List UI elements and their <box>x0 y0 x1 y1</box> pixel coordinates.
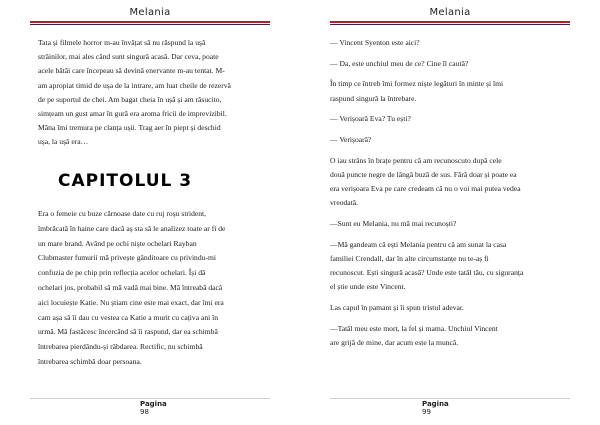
left-page-number: 98 <box>140 408 149 416</box>
left-footer-rule <box>30 398 270 399</box>
paragraph: — Verișoară? <box>330 135 372 145</box>
right-page <box>300 0 600 425</box>
paragraph: Las capul în pamant și îi spun tristul adevar. <box>330 303 464 313</box>
left-body-top: Tata și filmele horror m-au învățat să nu răspund la ușă străinilor, mai ales când sunt singură acasă. Dar ceva, poate acele bătăi care începeau să devină enervante m-au tentat. M- am apropiat timid de ușa de la intrare, am luat cheile de rezervă de pe suportul de chei. Am bagat cheia în ușă și am răsucito, simțeam un gust amar în gură era aroma fricii de imprevizibil. Mâna îmi tremura pe clanța ușii. Trag aer în piept și deschid ușa, la ușă era… <box>38 38 231 147</box>
paragraph: — Verișoară Eva? Tu ești? <box>330 114 411 124</box>
right-footer-rule <box>330 398 570 399</box>
left-header-rule-dark <box>30 24 270 26</box>
left-footer-label: Pagina <box>140 400 167 408</box>
left-body-bottom: Era o femeie cu buze cărnoase date cu ruj roșu strident, îmbrăcată în haine care dacă aș sta să le analizez toate ar fi de un mare brand. Având pe ochi niște ochelari Rayban Clubmaster fumurii mă privește gânditoare cu privindu-mi confuzia de pe chip prin reflecția acelor ochelari. Își dă ochelari jos, probabil să mă vadă mai bine. Mă întreabă dacă aici locuiește Katie. Nu știam cine este mai exact, dar îmi era cam așa să îi dau cu vestea ca Katie a murit cu cațiva ani în urmă. Mă fastâcesc încercând să îi raspund, dar ea schimbă întrebarea pierdându-și răbdarea. Rectific, nu schimbă întrebarea schimbă doar persoana. <box>38 209 226 366</box>
left-header-rule-red <box>30 21 270 23</box>
right-body <box>330 36 570 357</box>
right-page-number: 99 <box>422 408 431 416</box>
left-page-header: Melania <box>129 7 171 18</box>
right-page-header: Melania <box>429 7 471 18</box>
chapter-title: CAPITOLUL 3 <box>58 171 193 191</box>
right-header-rule-red <box>330 21 570 23</box>
paragraph: —Tatăl meu este mort, la fel și mama. Unchiul Vincent are grijă de mine, dar acum este la muncă. <box>330 323 498 347</box>
right-footer-label: Pagina <box>422 400 449 408</box>
paragraph: —Mă gandeam că ești Melania pentru că am sunat la casa familiei Crendall, dar în alte circumstanțe nu te-aș fi recunoscut. Ești singură acasă? Unde este tatăl tău, cu siguranța el știe unde este Vincent. <box>330 239 524 292</box>
paragraph: În timp ce întreb îmi formez niște legături în minte și îmi raspund singură la întrebare. <box>330 79 504 103</box>
paragraph: —Sunt eu Melania, nu mă mai recunoști? <box>330 219 457 229</box>
paragraph: — Da, este unchiul meu de ce? Cine îl caută? <box>330 58 469 68</box>
paragraph: O iau strâns în brațe pentru că am recunoscuto după cele două puncte negre de lângă buză de sus. Fără doar și poate ea era verișoara Eva pe care credeam că nu o voi mai putea vedea vreodată. <box>330 155 521 208</box>
paragraph: — Vincent Syenton este aici? <box>330 38 420 47</box>
right-header-rule-dark <box>330 24 570 26</box>
